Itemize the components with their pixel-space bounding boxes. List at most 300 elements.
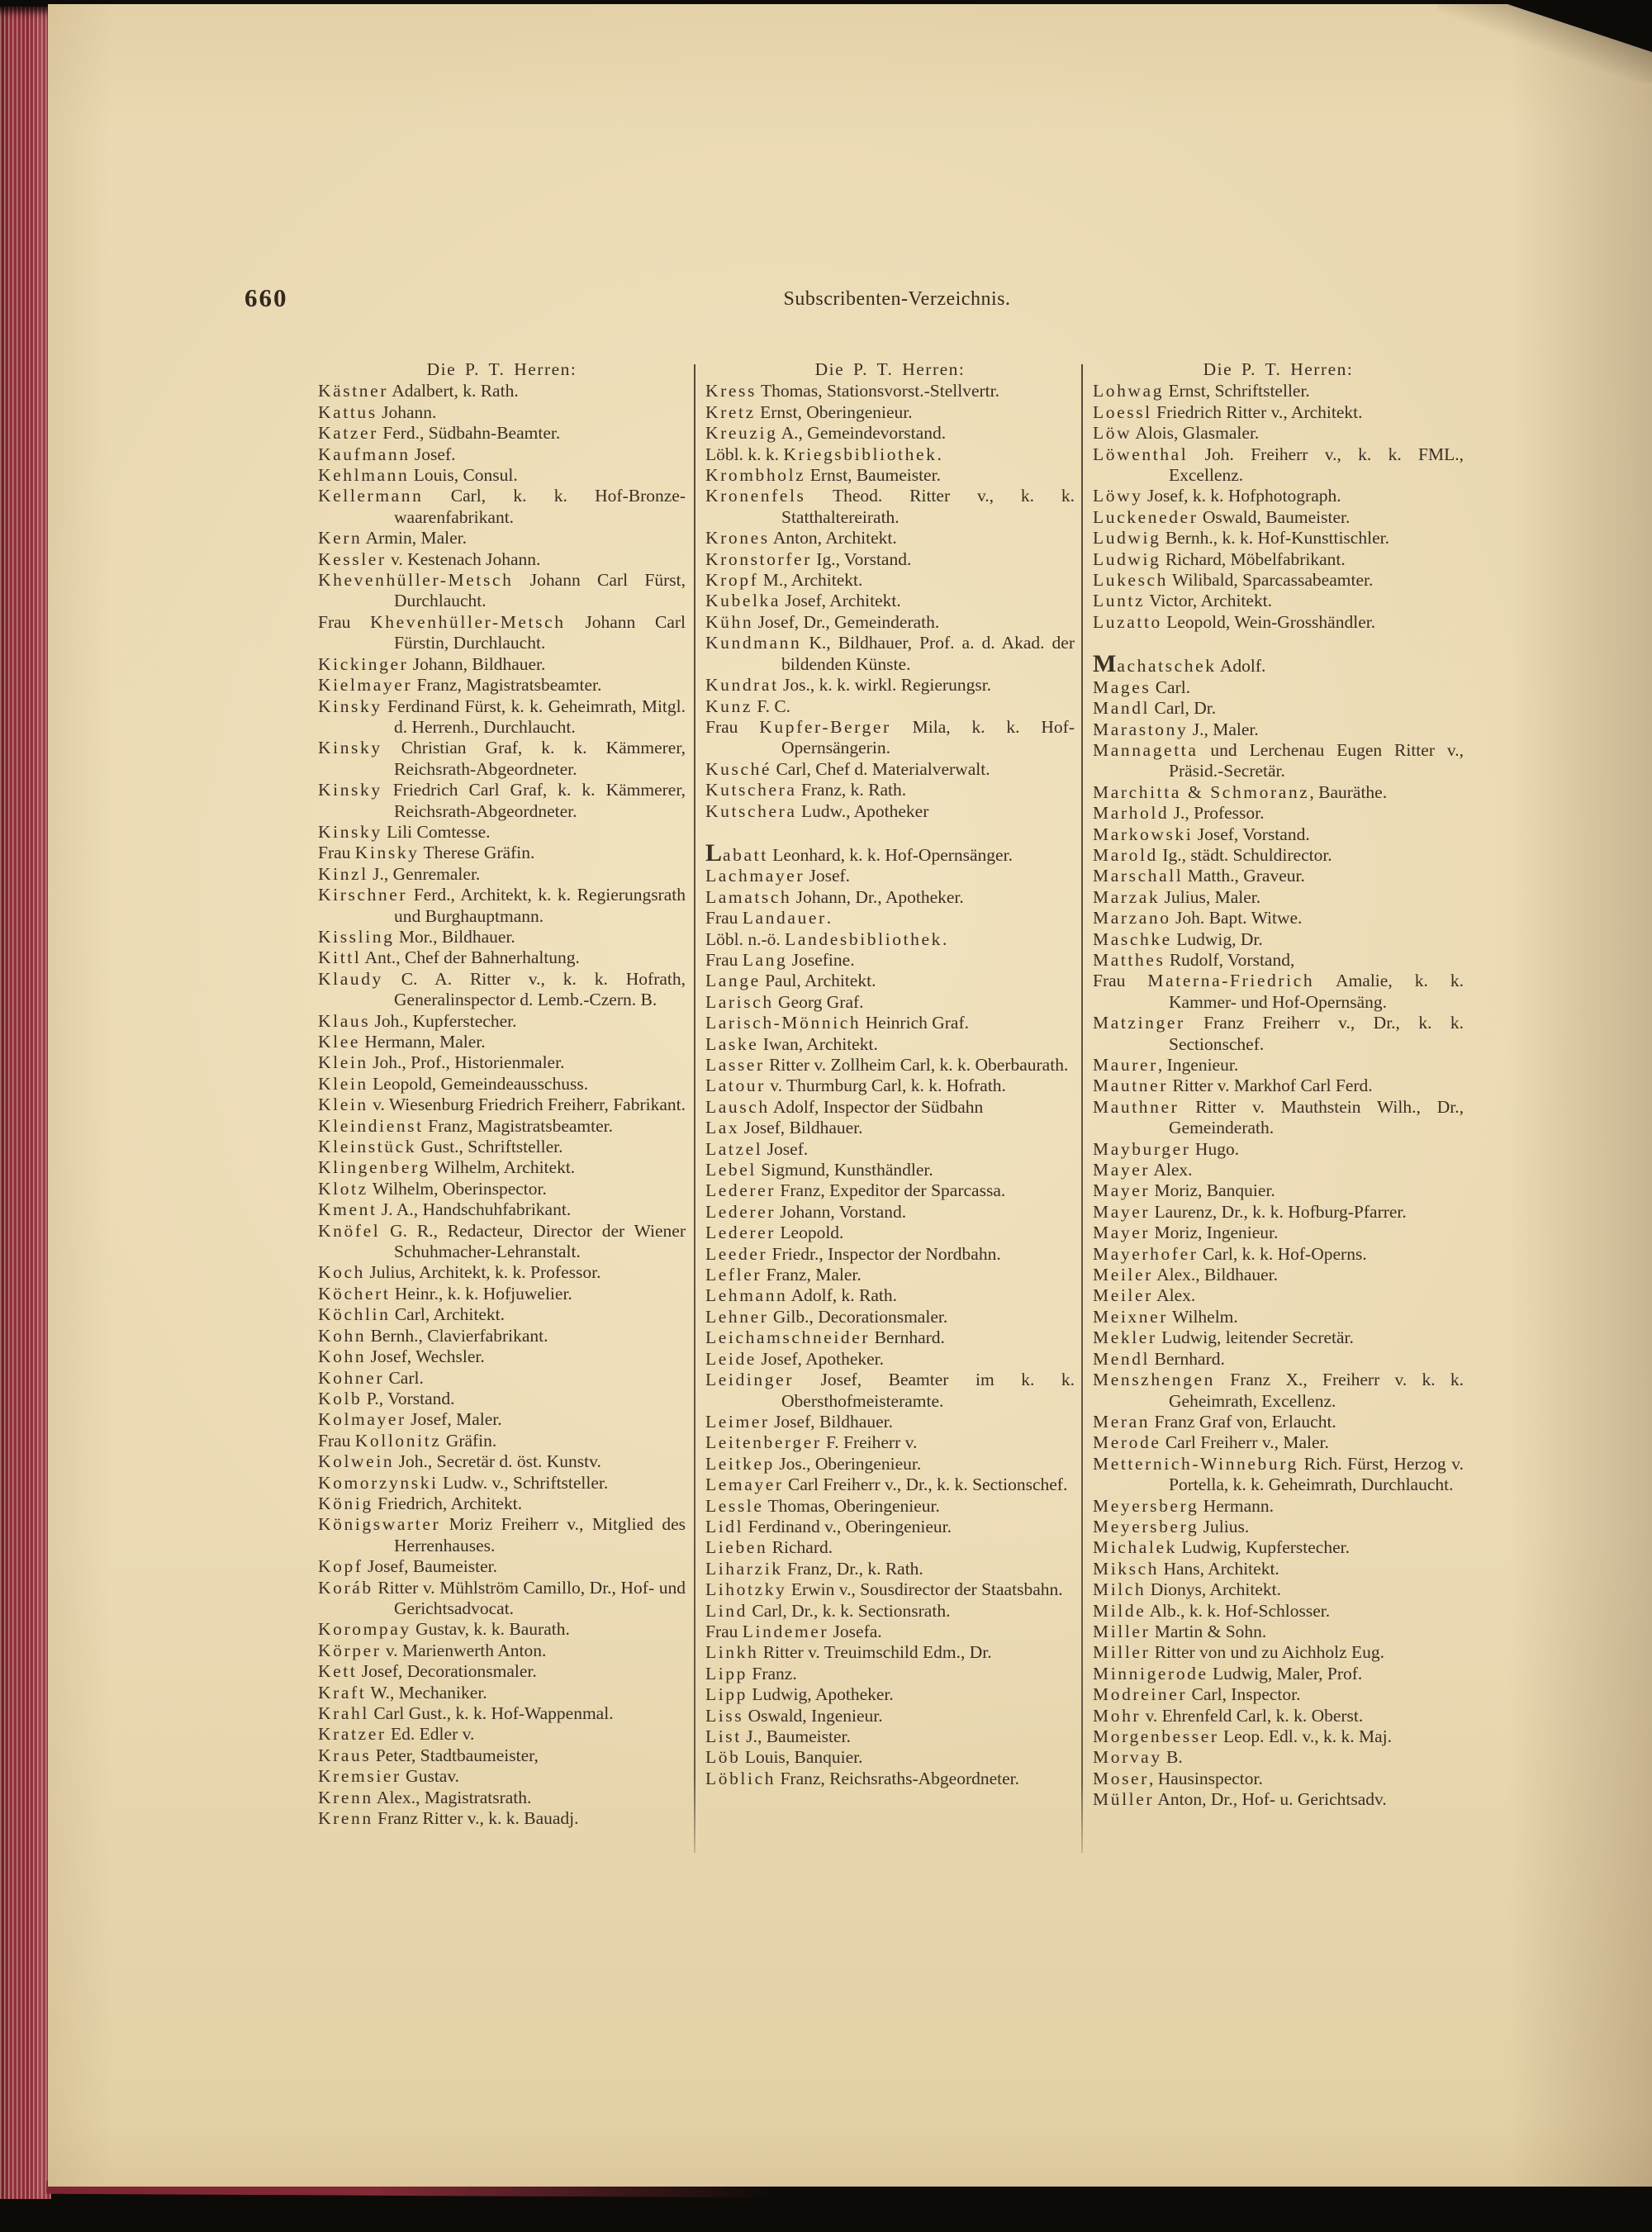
directory-entry: Kinsky Lili Comtesse. bbox=[318, 821, 491, 842]
directory-entry: Luntz Victor, Architekt. bbox=[1093, 591, 1273, 611]
entry-surname: Kern bbox=[318, 528, 363, 549]
directory-entry: Kästner Adalbert, k. Rath. bbox=[318, 381, 519, 401]
entry-surname: Kment bbox=[318, 1199, 377, 1220]
entry-surname: Lasser bbox=[705, 1055, 765, 1075]
directory-entry: Klein Leopold, Gemeindeausschuss. bbox=[318, 1073, 589, 1094]
directory-entry: Lefler Franz, Maler. bbox=[705, 1265, 862, 1285]
directory-entry: Milch Dionys, Architekt. bbox=[1093, 1579, 1281, 1600]
entry-list bbox=[318, 381, 686, 1829]
entry-surname: Klein bbox=[318, 1052, 368, 1073]
entry-surname: Kehlmann bbox=[318, 465, 410, 486]
entry-prefix: Frau bbox=[318, 611, 371, 632]
directory-entry: Löwy Josef, k. k. Hofphotograph. bbox=[1093, 486, 1341, 506]
entry-surname: Kohner bbox=[318, 1367, 385, 1388]
entry-surname: Kolb bbox=[318, 1388, 363, 1408]
column-heading: Die P. T. Herren: bbox=[814, 359, 966, 379]
entry-surname: Latour bbox=[705, 1076, 766, 1096]
directory-entry: Lederer Franz, Expeditor der Sparcassa. bbox=[705, 1180, 1006, 1201]
directory-entry: Mayer Alex. bbox=[1093, 1160, 1193, 1180]
entry-surname: Lipp bbox=[705, 1684, 748, 1705]
entry-surname: Lindemer bbox=[742, 1621, 829, 1641]
entry-surname: Meiler bbox=[1093, 1265, 1153, 1285]
directory-entry: Kattus Johann. bbox=[318, 401, 437, 422]
directory-entry: Latour v. Thurmburg Carl, k. k. Hofrath. bbox=[705, 1076, 1006, 1096]
directory-entry: Maurer, Ingenieur. bbox=[1093, 1055, 1239, 1075]
directory-entry: Minnigerode Ludwig, Maler, Prof. bbox=[1093, 1663, 1363, 1683]
entry-surname: Mages bbox=[1093, 677, 1151, 697]
entry-surname: Moser bbox=[1093, 1768, 1149, 1788]
directory-entry: Lax Josef, Bildhauer. bbox=[705, 1118, 863, 1138]
entry-surname: Kett bbox=[318, 1661, 358, 1682]
entry-surname: Mauthner bbox=[1093, 1096, 1180, 1117]
directory-entry: Mendl Bernhard. bbox=[1093, 1348, 1225, 1369]
directory-entry: Matthes Rudolf, Vorstand, bbox=[1093, 949, 1295, 970]
directory-entry: Koráb Ritter v. Mühlström Camillo, Dr., Hof- und Gerichtsadvocat. bbox=[318, 1577, 686, 1618]
directory-entry: Kraft W., Mechaniker. bbox=[318, 1682, 487, 1702]
entry-surname: Mayerhofer bbox=[1093, 1243, 1199, 1264]
directory-entry: Lipp Ludwig, Apotheker. bbox=[705, 1684, 894, 1705]
directory-entry: Mayer Laurenz, Dr., k. k. Hofburg-Pfarrer. bbox=[1093, 1201, 1407, 1222]
directory-entry: Lukesch Wilibald, Sparcassabeamter. bbox=[1093, 570, 1374, 591]
entry-surname: Kinsky bbox=[318, 780, 382, 800]
entry-surname: Kohn bbox=[318, 1346, 367, 1367]
entry-surname: Kraft bbox=[318, 1682, 367, 1702]
entry-surname: Leitkep bbox=[705, 1453, 775, 1474]
entry-surname: Komorzynski bbox=[318, 1472, 439, 1493]
directory-entry: Mages Carl. bbox=[1093, 677, 1191, 697]
directory-entry: Knöfel G. R., Redacteur, Director der Wiener Schuhmacher-Lehranstalt. bbox=[318, 1220, 686, 1262]
entry-surname: Leeder bbox=[705, 1243, 768, 1264]
directory-entry: Löbl. n.-ö. Landesbibliothek. bbox=[705, 928, 947, 949]
directory-entry: Meiler Alex., Bildhauer. bbox=[1093, 1265, 1278, 1285]
entry-surname: Meyersberg bbox=[1093, 1516, 1199, 1536]
directory-entry: Kett Josef, Decorationsmaler. bbox=[318, 1661, 537, 1682]
directory-entry: Frau Landauer. bbox=[705, 908, 832, 928]
entry-surname: Modreiner bbox=[1093, 1684, 1188, 1705]
entry-surname: Kronstorfer bbox=[705, 549, 812, 569]
section-initial: L bbox=[705, 838, 724, 867]
entry-surname: Mayburger bbox=[1093, 1138, 1191, 1159]
directory-entry: Larisch Georg Graf. bbox=[705, 991, 864, 1012]
directory-entry: Leitenberger F. Freiherr v. bbox=[705, 1432, 918, 1453]
directory-entry: Loessl Friedrich Ritter v., Architekt. bbox=[1093, 401, 1363, 422]
directory-entry: Linkh Ritter v. Treuimschild Edm., Dr. bbox=[705, 1642, 992, 1663]
directory-entry: Lederer Johann, Vorstand. bbox=[705, 1201, 907, 1222]
entry-surname: Minnigerode bbox=[1093, 1663, 1208, 1683]
entry-surname: Kratzer bbox=[318, 1724, 387, 1745]
directory-entry: Leichamschneider Bernhard. bbox=[705, 1327, 945, 1348]
directory-entry: Köchert Heinr., k. k. Hofjuwelier. bbox=[318, 1283, 572, 1304]
directory-entry: Kinsky Christian Graf, k. k. Kämmerer, Reichsrath-Abgeordneter. bbox=[318, 738, 686, 779]
entry-surname: Lemayer bbox=[705, 1475, 784, 1495]
directory-entry: Kolb P., Vorstand. bbox=[318, 1388, 455, 1408]
directory-entry: Kissling Mor., Bildhauer. bbox=[318, 926, 515, 947]
directory-entry: Machatschek Adolf. bbox=[1093, 650, 1266, 678]
entry-surname: Kästner bbox=[318, 381, 389, 401]
entry-surname: Marzano bbox=[1093, 908, 1171, 928]
directory-entry: Kickinger Johann, Bildhauer. bbox=[318, 653, 546, 674]
directory-entry: Kremsier Gustav. bbox=[318, 1766, 460, 1787]
entry-surname: Landesbibliothek bbox=[785, 928, 943, 949]
entry-surname: Merode bbox=[1093, 1432, 1161, 1453]
directory-entry: Lederer Leopold. bbox=[705, 1223, 844, 1243]
directory-entry: Meiler Alex. bbox=[1093, 1285, 1196, 1306]
entry-surname: Leidinger bbox=[705, 1370, 794, 1390]
entry-surname: Kropf bbox=[705, 570, 759, 591]
directory-entry: Kern Armin, Maler. bbox=[318, 528, 467, 549]
entry-surname: Kinsky bbox=[354, 843, 420, 863]
directory-column-3 bbox=[1093, 359, 1464, 1811]
directory-entry: Frau Kollonitz Gräfin. bbox=[318, 1430, 497, 1451]
entry-surname: Köchlin bbox=[318, 1304, 391, 1325]
directory-entry: Lipp Franz. bbox=[705, 1663, 797, 1683]
entry-surname: Lind bbox=[705, 1600, 748, 1621]
entry-surname: Marzak bbox=[1093, 886, 1161, 907]
column-divider bbox=[1081, 364, 1083, 1853]
directory-entry: Krombholz Ernst, Baumeister. bbox=[705, 465, 941, 486]
directory-entry: Michalek Ludwig, Kupferstecher. bbox=[1093, 1537, 1350, 1558]
page-number: 660 bbox=[244, 283, 288, 312]
entry-surname: achatschek bbox=[1117, 656, 1217, 677]
directory-entry: Meran Franz Graf von, Erlaucht. bbox=[1093, 1411, 1336, 1432]
directory-entry: Mayburger Hugo. bbox=[1093, 1138, 1240, 1159]
book-fore-edge-pages bbox=[0, 7, 51, 2199]
entry-surname: Kinsky bbox=[318, 696, 382, 716]
entry-surname: Lax bbox=[705, 1118, 740, 1138]
entry-surname: Kissling bbox=[318, 926, 395, 947]
entry-surname: Kutschera bbox=[705, 780, 797, 800]
entry-prefix: Löbl. k. k. bbox=[705, 444, 784, 464]
entry-surname: Lieben bbox=[705, 1537, 768, 1558]
entry-surname: Markowski bbox=[1093, 824, 1194, 844]
directory-entry: Kohn Josef, Wechsler. bbox=[318, 1346, 485, 1367]
entry-surname: Khevenhüller-Metsch bbox=[318, 570, 514, 591]
entry-surname: Kreuzig bbox=[705, 423, 778, 444]
directory-entry: Mekler Ludwig, leitender Secretär. bbox=[1093, 1327, 1354, 1348]
entry-surname: Kopf bbox=[318, 1556, 363, 1577]
entry-surname: Knöfel bbox=[318, 1220, 381, 1241]
directory-entry: Morvay B. bbox=[1093, 1747, 1183, 1768]
directory-entry: Merode Carl Freiherr v., Maler. bbox=[1093, 1432, 1329, 1453]
directory-entry: Marzano Joh. Bapt. Witwe. bbox=[1093, 908, 1303, 928]
entry-surname: Kinzl bbox=[318, 863, 368, 884]
directory-entry: Mauthner Ritter v. Mauthstein Wilh., Dr., Gemeinderath. bbox=[1093, 1096, 1464, 1138]
directory-entry: Frau Materna-Friedrich Amalie, k. k. Kammer- und Hof-Opernsäng. bbox=[1093, 971, 1464, 1012]
book-page bbox=[48, 4, 1652, 2187]
entry-surname: Menszhengen bbox=[1093, 1370, 1216, 1390]
entry-surname: Lehner bbox=[705, 1306, 769, 1327]
directory-column-2 bbox=[705, 359, 1075, 1789]
directory-entry: Kittl Ant., Chef der Bahnerhaltung. bbox=[318, 947, 580, 968]
directory-entry: Kielmayer Franz, Magistratsbeamter. bbox=[318, 675, 602, 696]
entry-surname: Kutschera bbox=[705, 800, 797, 821]
directory-entry: Kessler v. Kestenach Johann. bbox=[318, 549, 541, 569]
entry-surname: Klein bbox=[318, 1073, 368, 1094]
entry-surname: Matthes bbox=[1093, 949, 1165, 970]
directory-entry: Leide Josef, Apotheker. bbox=[705, 1348, 885, 1369]
directory-entry: Kohner Carl. bbox=[318, 1367, 424, 1388]
directory-entry: Müller Anton, Dr., Hof- u. Gerichtsadv. bbox=[1093, 1789, 1387, 1810]
entry-prefix: Frau bbox=[705, 716, 760, 737]
entry-surname: Meyersberg bbox=[1093, 1495, 1199, 1516]
entry-surname: Landauer bbox=[742, 908, 827, 928]
directory-entry: Larisch-Mönnich Heinrich Graf. bbox=[705, 1013, 969, 1033]
directory-entry: Leimer Josef, Bildhauer. bbox=[705, 1411, 893, 1432]
entry-surname: Klaus bbox=[318, 1010, 371, 1031]
entry-surname: Kielmayer bbox=[318, 675, 413, 696]
directory-entry: Klingenberg Wilhelm, Architekt. bbox=[318, 1157, 576, 1178]
entry-surname: Kleinstück bbox=[318, 1137, 417, 1157]
directory-entry: Lamatsch Johann, Dr., Apotheker. bbox=[705, 886, 964, 907]
entry-surname: Materna-Friedrich bbox=[1147, 971, 1315, 991]
directory-entry: Kronstorfer Ig., Vorstand. bbox=[705, 549, 912, 569]
entry-surname: Meiler bbox=[1093, 1285, 1153, 1306]
directory-entry: Lieben Richard. bbox=[705, 1537, 833, 1558]
directory-entry: Kolwein Joh., Secretär d. öst. Kunstv. bbox=[318, 1451, 601, 1472]
directory-entry: Komorzynski Ludw. v., Schriftsteller. bbox=[318, 1472, 609, 1493]
directory-entry: Meyersberg Julius. bbox=[1093, 1516, 1250, 1536]
entry-surname: Liss bbox=[705, 1705, 744, 1726]
entry-surname: Ludwig bbox=[1093, 549, 1161, 569]
entry-surname: Kickinger bbox=[318, 653, 409, 674]
directory-entry: Frau Lindemer Josefa. bbox=[705, 1621, 882, 1641]
directory-entry: Frau Kupfer-Berger Mila, k. k. Hof-Opernsängerin. bbox=[705, 716, 1075, 758]
entry-surname: Königswarter bbox=[318, 1514, 441, 1535]
directory-entry: Kubelka Josef, Architekt. bbox=[705, 591, 901, 611]
directory-entry: Khevenhüller-Metsch Johann Carl Fürst, Durchlaucht. bbox=[318, 570, 686, 611]
directory-entry: Kinsky Friedrich Carl Graf, k. k. Kämmerer, Reichsrath-Abgeordneter. bbox=[318, 780, 686, 821]
directory-entry: Mannagetta und Lerchenau Eugen Ritter v., Präsid.-Secretär. bbox=[1093, 739, 1464, 781]
entry-surname: Kremsier bbox=[318, 1766, 401, 1787]
entry-surname: Lederer bbox=[705, 1223, 776, 1243]
directory-entry: Lebel Sigmund, Kunsthändler. bbox=[705, 1160, 933, 1180]
entry-surname: Kupfer-Berger bbox=[759, 716, 891, 737]
entry-surname: Löwy bbox=[1093, 486, 1143, 506]
directory-entry: Löblich Franz, Reichsraths-Abgeordneter. bbox=[705, 1768, 1020, 1788]
entry-list bbox=[705, 381, 1075, 1789]
entry-surname: Kraus bbox=[318, 1745, 372, 1765]
directory-entry: Kolmayer Josef, Maler. bbox=[318, 1409, 502, 1430]
entry-surname: Meran bbox=[1093, 1411, 1151, 1432]
entry-prefix: Frau bbox=[705, 1621, 743, 1641]
entry-surname: Kusché bbox=[705, 758, 772, 779]
entry-prefix: Frau bbox=[705, 949, 743, 970]
entry-surname: Lipp bbox=[705, 1663, 748, 1683]
directory-entry: Königswarter Moriz Freiherr v., Mitglied des Herrenhauses. bbox=[318, 1514, 686, 1555]
entry-surname: Kolmayer bbox=[318, 1409, 406, 1430]
directory-entry: Köchlin Carl, Architekt. bbox=[318, 1304, 505, 1325]
entry-surname: Mautner bbox=[1093, 1076, 1169, 1096]
directory-entry: Krones Anton, Architekt. bbox=[705, 528, 897, 549]
entry-surname: Mekler bbox=[1093, 1327, 1157, 1348]
entry-surname: Lange bbox=[705, 971, 761, 991]
directory-entry: Kreuzig A., Gemeindevorstand. bbox=[705, 423, 947, 444]
directory-entry: Marold Ig., städt. Schuldirector. bbox=[1093, 844, 1332, 865]
entry-surname: Löw bbox=[1093, 423, 1132, 444]
entry-surname: Miller bbox=[1093, 1642, 1151, 1663]
entry-surname: Lamatsch bbox=[705, 886, 792, 907]
directory-entry: Lehner Gilb., Decorationsmaler. bbox=[705, 1306, 948, 1327]
directory-entry: Kress Thomas, Stationsvorst.-Stellvertr. bbox=[705, 381, 999, 401]
directory-entry: Kutschera Franz, k. Rath. bbox=[705, 780, 907, 800]
entry-prefix: Frau bbox=[318, 1430, 355, 1451]
entry-surname: Kittl bbox=[318, 947, 362, 968]
entry-surname: Lohwag bbox=[1093, 381, 1165, 401]
entry-surname: Latzel bbox=[705, 1138, 763, 1159]
entry-surname: Kinsky bbox=[318, 738, 382, 758]
entry-surname: Lehmann bbox=[705, 1285, 788, 1306]
directory-entry: Krenn Alex., Magistratsrath. bbox=[318, 1787, 532, 1807]
entry-surname: Milde bbox=[1093, 1600, 1146, 1621]
directory-entry: Löbl. k. k. Kriegsbibliothek. bbox=[705, 444, 942, 464]
entry-surname: Lachmayer bbox=[705, 866, 805, 886]
entry-surname: Laske bbox=[705, 1033, 759, 1054]
directory-entry: Lind Carl, Dr., k. k. Sectionsrath. bbox=[705, 1600, 951, 1621]
entry-surname: König bbox=[318, 1493, 373, 1513]
directory-entry: Kohn Bernh., Clavierfabrikant. bbox=[318, 1325, 548, 1346]
entry-surname: Mayer bbox=[1093, 1201, 1151, 1222]
directory-entry: Mohr v. Ehrenfeld Carl, k. k. Oberst. bbox=[1093, 1705, 1364, 1726]
directory-entry: Marchitta & Schmoranz, Bauräthe. bbox=[1093, 781, 1388, 802]
directory-entry: Frau Lang Josefine. bbox=[705, 949, 855, 970]
directory-entry: Kellermann Carl, k. k. Hof-Bronze-waarenfabrikant. bbox=[318, 486, 686, 527]
entry-surname: Lihotzky bbox=[705, 1579, 787, 1600]
column-heading: Die P. T. Herren: bbox=[426, 359, 577, 379]
directory-entry: Mayerhofer Carl, k. k. Hof-Operns. bbox=[1093, 1243, 1367, 1264]
directory-entry: Frau Kinsky Therese Gräfin. bbox=[318, 843, 535, 863]
directory-entry: Kratzer Ed. Edler v. bbox=[318, 1724, 475, 1745]
entry-surname: Lederer bbox=[705, 1180, 776, 1201]
entry-surname: Meixner bbox=[1093, 1306, 1169, 1327]
directory-entry: Kleindienst Franz, Magistratsbeamter. bbox=[318, 1115, 614, 1136]
entry-surname: Larisch bbox=[705, 991, 774, 1012]
entry-surname: Leitenberger bbox=[705, 1432, 822, 1453]
column-heading: Die P. T. Herren: bbox=[1203, 359, 1354, 379]
directory-entry: Moser, Hausinspector. bbox=[1093, 1768, 1263, 1788]
directory-entry: Lihotzky Erwin v., Sousdirector der Staatsbahn. bbox=[705, 1579, 1063, 1600]
directory-entry: Kment J. A., Handschuhfabrikant. bbox=[318, 1199, 572, 1220]
entry-surname: Löwenthal bbox=[1093, 444, 1189, 464]
directory-entry: Markowski Josef, Vorstand. bbox=[1093, 824, 1310, 844]
directory-entry: Lemayer Carl Freiherr v., Dr., k. k. Sectionschef. bbox=[705, 1475, 1068, 1495]
directory-entry: Klaudy C. A. Ritter v., k. k. Hofrath, Generalinspector d. Lemb.-Czern. B. bbox=[318, 968, 686, 1010]
directory-entry: Menszhengen Franz X., Freiherr v. k. k. Geheimrath, Excellenz. bbox=[1093, 1370, 1464, 1411]
directory-entry: Kirschner Ferd., Architekt, k. k. Regierungsrath und Burghauptmann. bbox=[318, 885, 686, 926]
entry-surname: Matzinger bbox=[1093, 1013, 1185, 1033]
entry-surname: Lidl bbox=[705, 1516, 744, 1536]
entry-prefix: Frau bbox=[705, 908, 743, 928]
entry-surname: Lefler bbox=[705, 1265, 762, 1285]
directory-entry: Kusché Carl, Chef d. Materialverwalt. bbox=[705, 758, 990, 779]
directory-entry: Maschke Ludwig, Dr. bbox=[1093, 928, 1263, 949]
entry-surname: Kundmann bbox=[705, 633, 802, 653]
directory-entry: Meyersberg Hermann. bbox=[1093, 1495, 1275, 1516]
directory-entry: Lange Paul, Architekt. bbox=[705, 971, 876, 991]
directory-entry: Matzinger Franz Freiherr v., Dr., k. k. Sectionschef. bbox=[1093, 1013, 1464, 1054]
directory-entry: Klein Joh., Prof., Historienmaler. bbox=[318, 1052, 565, 1073]
entry-surname: Marchitta & Schmoranz bbox=[1093, 781, 1310, 802]
entry-surname: Linkh bbox=[705, 1642, 759, 1663]
entry-surname: abatt bbox=[723, 844, 768, 865]
directory-entry: Krahl Carl Gust., k. k. Hof-Wappenmal. bbox=[318, 1703, 614, 1723]
entry-surname: Lang bbox=[742, 949, 788, 970]
directory-entry: Ludwig Bernh., k. k. Hof-Kunsttischler. bbox=[1093, 528, 1389, 549]
directory-entry: Latzel Josef. bbox=[705, 1138, 809, 1159]
directory-entry: Miksch Hans, Architekt. bbox=[1093, 1558, 1279, 1579]
directory-entry: Lachmayer Josef. bbox=[705, 866, 851, 886]
directory-entry: König Friedrich, Architekt. bbox=[318, 1493, 523, 1513]
entry-surname: Leimer bbox=[705, 1411, 770, 1432]
entry-surname: Katzer bbox=[318, 423, 378, 444]
directory-entry: Löwenthal Joh. Freiherr v., k. k. FML., Excellenz. bbox=[1093, 444, 1464, 486]
entry-surname: Michalek bbox=[1093, 1537, 1177, 1558]
entry-surname: Koch bbox=[318, 1262, 365, 1283]
entry-surname: Krenn bbox=[318, 1808, 373, 1829]
entry-surname: Klee bbox=[318, 1032, 360, 1052]
directory-entry: Leidinger Josef, Beamter im k. k. Obersthofmeisteramte. bbox=[705, 1370, 1075, 1411]
entry-surname: Morvay bbox=[1093, 1747, 1162, 1768]
entry-surname: Leichamschneider bbox=[705, 1327, 871, 1348]
entry-surname: Maschke bbox=[1093, 928, 1172, 949]
entry-surname: Klein bbox=[318, 1095, 368, 1115]
entry-surname: Kaufmann bbox=[318, 444, 411, 464]
entry-surname: Lessle bbox=[705, 1495, 764, 1516]
entry-surname: Kunz bbox=[705, 696, 752, 716]
directory-entry: Leeder Friedr., Inspector der Nordbahn. bbox=[705, 1243, 1001, 1264]
entry-surname: Mayer bbox=[1093, 1180, 1151, 1201]
directory-entry: Kronenfels Theod. Ritter v., k. k. Statthaltereirath. bbox=[705, 486, 1075, 527]
directory-entry: Kunz F. C. bbox=[705, 696, 791, 716]
directory-entry: Liharzik Franz, Dr., k. Rath. bbox=[705, 1558, 923, 1579]
directory-entry: Marastony J., Maler. bbox=[1093, 719, 1259, 739]
directory-entry: Meixner Wilhelm. bbox=[1093, 1306, 1238, 1327]
directory-entry: Kutschera Ludw., Apotheker bbox=[705, 800, 929, 821]
entry-surname: Luckeneder bbox=[1093, 506, 1199, 527]
entry-surname: Maurer bbox=[1093, 1055, 1158, 1075]
entry-surname: Mendl bbox=[1093, 1348, 1151, 1369]
entry-surname: Müller bbox=[1093, 1789, 1155, 1810]
entry-surname: Kirschner bbox=[318, 885, 408, 905]
entry-surname: Mohr bbox=[1093, 1705, 1142, 1726]
directory-entry: Modreiner Carl, Inspector. bbox=[1093, 1684, 1301, 1705]
entry-surname: Marastony bbox=[1093, 719, 1189, 739]
directory-entry: Marzak Julius, Maler. bbox=[1093, 886, 1261, 907]
directory-entry: Milde Alb., k. k. Hof-Schlosser. bbox=[1093, 1600, 1331, 1621]
entry-surname: Morgenbesser bbox=[1093, 1726, 1219, 1746]
directory-entry: Marhold J., Professor. bbox=[1093, 803, 1265, 824]
directory-entry: Metternich-Winneburg Rich. Fürst, Herzog v. Portella, k. k. Geheimrath, Durchlaucht. bbox=[1093, 1453, 1464, 1495]
entry-surname: Kundrat bbox=[705, 675, 779, 696]
directory-entry: Krenn Franz Ritter v., k. k. Bauadj. bbox=[318, 1808, 579, 1829]
directory-entry: Lausch Adolf, Inspector der Südbahn bbox=[705, 1096, 984, 1117]
entry-surname: Krones bbox=[705, 528, 770, 549]
entry-surname: Luzatto bbox=[1093, 611, 1162, 632]
directory-entry: Klee Hermann, Maler. bbox=[318, 1032, 486, 1052]
entry-surname: Khevenhüller-Metsch bbox=[370, 611, 566, 632]
directory-entry: Körper v. Marienwerth Anton. bbox=[318, 1640, 547, 1660]
entry-surname: Leide bbox=[705, 1348, 757, 1369]
entry-surname: Liharzik bbox=[705, 1558, 783, 1579]
directory-entry: Mautner Ritter v. Markhof Carl Ferd. bbox=[1093, 1076, 1373, 1096]
directory-entry: Luzatto Leopold, Wein-Grosshändler. bbox=[1093, 611, 1376, 632]
directory-entry: Katzer Ferd., Südbahn-Beamter. bbox=[318, 423, 561, 444]
entry-surname: Körper bbox=[318, 1640, 382, 1660]
entry-surname: Mayer bbox=[1093, 1160, 1151, 1180]
entry-surname: Kriegsbibliothek bbox=[783, 444, 938, 464]
directory-entry: Klein v. Wiesenburg Friedrich Freiherr, Fabrikant. bbox=[318, 1095, 686, 1115]
directory-entry: Miller Martin & Sohn. bbox=[1093, 1621, 1267, 1641]
entry-prefix: Frau bbox=[318, 843, 355, 863]
